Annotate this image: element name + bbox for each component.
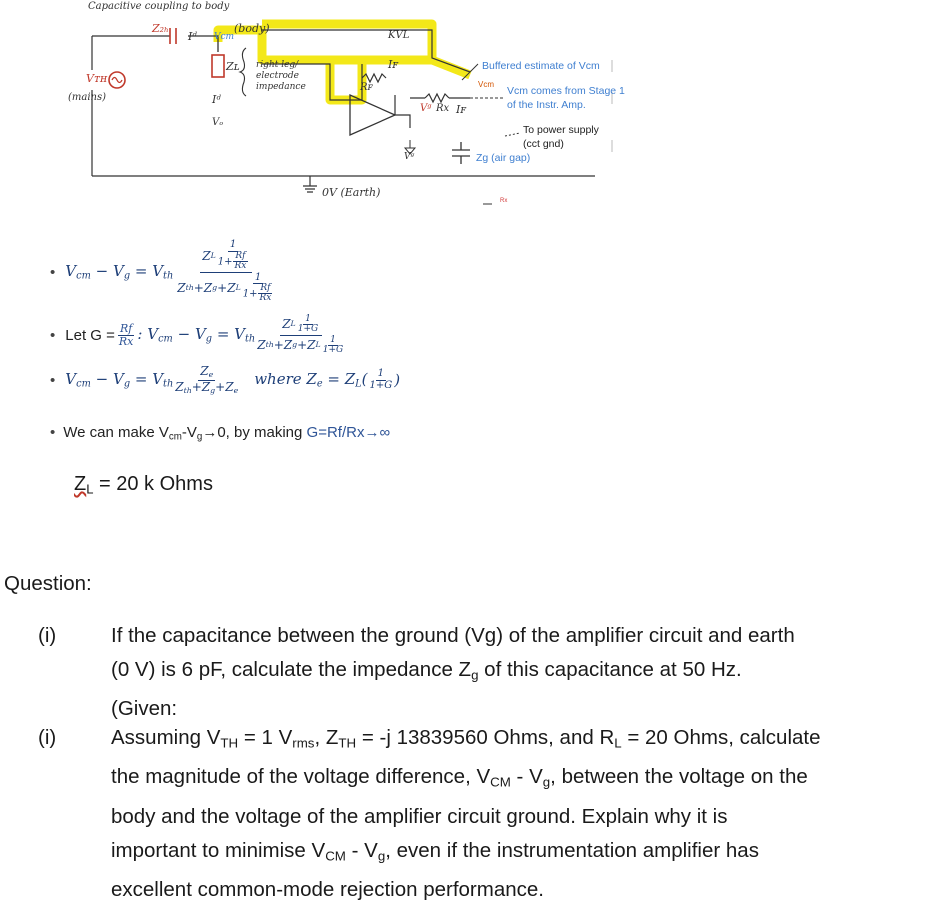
question-heading: Question: bbox=[4, 572, 92, 595]
q2-l4-cm: CM bbox=[325, 847, 346, 863]
eq3-den-g: g bbox=[210, 385, 216, 395]
eq1-one: 1 bbox=[229, 239, 237, 251]
q2-l1-l: L bbox=[614, 735, 622, 751]
label-rx: Rx bbox=[436, 103, 450, 114]
eq3-where: where Z bbox=[254, 370, 317, 389]
question-2-line1 bbox=[111, 721, 931, 760]
eq3-minus: − bbox=[95, 370, 109, 389]
label-vth: Vᴛʜ bbox=[86, 72, 108, 85]
label-mains: (mains) bbox=[68, 92, 107, 103]
eq3-where-l: L bbox=[355, 378, 362, 390]
question-2-line5: excellent common-mode rejection performance. bbox=[111, 877, 544, 901]
eq1-den-rx: Rx bbox=[259, 293, 272, 304]
label-id-mid: Iᵈ bbox=[212, 93, 221, 106]
bullet-statement bbox=[50, 424, 390, 442]
zg-capacitor bbox=[452, 142, 470, 164]
eq3-fraction bbox=[173, 365, 240, 394]
eq2-num-one: 1 bbox=[305, 313, 311, 324]
q2-l1e: = 20 Ohms, calculate bbox=[621, 726, 821, 749]
question-2-number: (i) bbox=[38, 726, 57, 749]
circuit-sketch bbox=[0, 0, 938, 215]
eq1-num-z: Z bbox=[202, 248, 211, 263]
zl-resistor bbox=[212, 55, 224, 77]
bullet-eq1 bbox=[50, 238, 277, 306]
q2-l1a: Assuming V bbox=[111, 726, 221, 749]
eq3-w-one: 1 bbox=[377, 368, 385, 379]
eq3-close: ) bbox=[394, 371, 401, 389]
eq3-num-e: e bbox=[208, 370, 214, 380]
eq1-rx: Rx bbox=[234, 261, 247, 272]
zl-value-rest: = 20 k Ohms bbox=[93, 473, 213, 495]
eq1-rf: Rf bbox=[235, 250, 246, 261]
statement-tail: G=Rf/Rx→∞ bbox=[306, 424, 391, 441]
eq1-den-one: 1 bbox=[254, 271, 262, 283]
bullet-dot: • bbox=[50, 326, 56, 344]
question-1-line1: If the capacitance between the ground (Vg) of the amplifier circuit and earth bbox=[111, 624, 795, 647]
eq2-let: Let G = bbox=[65, 326, 115, 344]
eq3-w-den: 1+G bbox=[369, 379, 393, 391]
eq2-eq: = bbox=[216, 325, 230, 344]
statement-arrow: →0, by making bbox=[202, 424, 307, 441]
eq2-den-g: g bbox=[292, 340, 298, 350]
eq1-den-z: Z bbox=[177, 280, 186, 295]
eq2-fraction bbox=[255, 315, 347, 356]
dashed-line-power bbox=[505, 133, 520, 136]
eq2-num-l: L bbox=[290, 319, 296, 329]
question-2-line4 bbox=[111, 834, 931, 873]
q2-l4-g: g bbox=[377, 847, 386, 863]
question-1-number: (i) bbox=[38, 624, 57, 647]
q2-l1-rms: rms bbox=[292, 735, 315, 751]
label-earth: 0V (Earth) bbox=[322, 186, 381, 199]
label-capacitive: Capacitive coupling to body bbox=[88, 1, 230, 12]
eq3-where-e: e bbox=[316, 378, 323, 390]
label-body: (body) bbox=[234, 22, 270, 35]
statement-pre: We can make V bbox=[63, 424, 169, 441]
q2-l1-zth: TH bbox=[338, 735, 357, 751]
question-1-line3: (Given: bbox=[111, 697, 178, 721]
q1-l2-sub: g bbox=[471, 667, 479, 683]
eq3-den-z: Z bbox=[175, 379, 184, 394]
eq1-den-l: L bbox=[235, 283, 241, 293]
eq1-den-th: th bbox=[185, 283, 194, 293]
eq2-th: th bbox=[245, 333, 256, 345]
eq1-den-plus1: +Z bbox=[193, 280, 213, 295]
eq2-g: g bbox=[205, 333, 213, 345]
label-ikvl: KVL bbox=[388, 30, 410, 41]
eq1-den-one-plus: 1+ bbox=[242, 288, 258, 300]
statement-dash: -V bbox=[181, 424, 197, 441]
question-2-line3: body and the voltage of the amplifier circuit ground. Explain why it is bbox=[111, 804, 728, 828]
eq3-den-last: +Z bbox=[215, 379, 234, 394]
eq1-vg: V bbox=[112, 262, 124, 281]
bullet-eq2 bbox=[50, 312, 347, 358]
eq2-den-1g: 1+G bbox=[322, 344, 344, 355]
eq2-den-z: Z bbox=[257, 338, 266, 353]
zl-value-z: Z bbox=[74, 473, 87, 495]
eq3-open: ( bbox=[361, 370, 368, 389]
label-right-leg: right leg/ electrode impedance bbox=[256, 60, 306, 92]
eq2-num-z: Z bbox=[282, 317, 291, 332]
zl-value-sub: L bbox=[86, 481, 94, 497]
capacitor-zth bbox=[170, 28, 176, 44]
annotation-vcm-source: Vcm comes from Stage 1 of the Instr. Amp. bbox=[507, 85, 625, 111]
question-1-line2 bbox=[111, 653, 931, 692]
q2-l2-g: g bbox=[542, 774, 551, 790]
earth-symbol bbox=[303, 176, 317, 192]
question-2-text bbox=[111, 721, 931, 907]
eq1-num-l: L bbox=[210, 250, 216, 260]
q2-l4b: - V bbox=[345, 838, 378, 862]
q2-l1d: = -j 13839560 Ohms, and R bbox=[356, 726, 615, 749]
eq2-den-mid: +Z bbox=[273, 338, 293, 353]
q2-l4c: , even if the instrumentation amplifier has bbox=[385, 838, 759, 862]
eq2-minus: − bbox=[177, 325, 191, 344]
eq1-vg-sub: g bbox=[123, 270, 131, 282]
zl-value bbox=[74, 473, 213, 496]
label-if-mid: Iꜰ bbox=[456, 103, 467, 116]
annotation-vcm-arrow: Vcm bbox=[478, 80, 494, 89]
eq2-vth: V bbox=[234, 325, 246, 344]
bullet-dot: • bbox=[50, 424, 56, 441]
eq1-den-plus2: +Z bbox=[217, 280, 236, 295]
question-1-text bbox=[111, 619, 931, 726]
q2-l1b: = 1 V bbox=[238, 726, 293, 749]
q2-l4a: important to minimise V bbox=[111, 838, 326, 862]
label-id-top: Iᵈ bbox=[188, 30, 197, 43]
eq2-g-den: Rx bbox=[118, 334, 134, 348]
eq1-minus: − bbox=[95, 262, 109, 281]
statement-cm: cm bbox=[168, 431, 182, 443]
q1-l2b: of this capacitance at 50 Hz. bbox=[478, 658, 742, 681]
label-zth: Z₂ₕ bbox=[152, 22, 169, 35]
q2-l2b: - V bbox=[510, 765, 543, 789]
eq3-th: th bbox=[163, 378, 174, 390]
eq3-vcm: V bbox=[65, 370, 77, 389]
eq2-den-one: 1 bbox=[330, 334, 336, 345]
eq1-vth-sub: th bbox=[163, 270, 174, 282]
eq2-num-1g: 1+G bbox=[297, 324, 319, 335]
eq3-vth: V bbox=[152, 370, 164, 389]
bullet-dot: • bbox=[50, 263, 56, 281]
annotation-power-supply: To power supply (cct gnd) bbox=[523, 124, 599, 150]
q2-l2c: , between the voltage on the bbox=[550, 765, 808, 789]
label-if-top: Iꜰ bbox=[388, 58, 399, 71]
eq1-den-g: g bbox=[212, 283, 218, 293]
label-rf: Rꜰ bbox=[360, 82, 373, 93]
eq1-den-rf: Rf bbox=[260, 283, 271, 293]
eq3-den-th: th bbox=[183, 385, 192, 395]
eq2-vcm: V bbox=[147, 325, 159, 344]
q2-l2a: the magnitude of the voltage difference, V bbox=[111, 765, 491, 789]
eq2-den-last: +Z bbox=[297, 338, 316, 353]
annotation-buffered: Buffered estimate of Vcm bbox=[482, 60, 600, 72]
q2-l1-th: TH bbox=[220, 735, 239, 751]
eq1-vcm-sub: cm bbox=[76, 270, 91, 282]
label-vo: Vₒ bbox=[212, 117, 224, 128]
q2-l1c: , Z bbox=[314, 726, 339, 749]
eq2-vg: V bbox=[194, 325, 206, 344]
eq1-vcm: V bbox=[65, 262, 77, 281]
eq1-den-inner bbox=[241, 273, 276, 304]
question-2-line2 bbox=[111, 760, 931, 799]
bullet-dot: • bbox=[50, 371, 56, 389]
label-vcm-top: Vcm bbox=[214, 32, 235, 42]
wire-top bbox=[92, 36, 218, 52]
eq3-vg: V bbox=[112, 370, 124, 389]
eq2-cm: cm bbox=[158, 333, 173, 345]
eq3-den-e: e bbox=[233, 385, 239, 395]
q2-l2-cm: CM bbox=[490, 774, 511, 790]
right-leg-brace bbox=[240, 48, 246, 96]
eq2-g-num: Rf bbox=[119, 321, 133, 335]
eq2-colon: : bbox=[137, 325, 143, 344]
eq1-fraction bbox=[175, 240, 277, 304]
eq3-eq: = bbox=[134, 370, 148, 389]
q1-l2a: (0 V) is 6 pF, calculate the impedance Z bbox=[111, 658, 472, 681]
eq3-den-mid: +Z bbox=[191, 379, 211, 394]
eq2-den-l: L bbox=[315, 340, 321, 350]
annotation-rx-small: Rx bbox=[500, 198, 508, 204]
eq2-g-frac bbox=[117, 323, 136, 347]
circuit-drawing bbox=[0, 0, 938, 215]
bullet-eq3 bbox=[50, 360, 400, 400]
label-vg: Vᵍ bbox=[420, 103, 432, 114]
eq1-vth: V bbox=[152, 262, 164, 281]
eq1-num-inner bbox=[216, 240, 251, 271]
eq3-where-frac bbox=[367, 369, 394, 391]
eq1-eq: = bbox=[134, 262, 148, 281]
eq3-num-z: Z bbox=[200, 364, 209, 379]
statement-g: g bbox=[196, 431, 203, 443]
label-vg-bottom: Vᵍ bbox=[404, 152, 415, 162]
eq2-den-th: th bbox=[265, 340, 274, 350]
annotation-zg: Zg (air gap) bbox=[476, 152, 531, 164]
eq3-cm: cm bbox=[76, 378, 91, 390]
label-zl: Zʟ bbox=[226, 60, 240, 73]
rx-resistor bbox=[425, 94, 449, 102]
eq3-g: g bbox=[123, 378, 131, 390]
eq3-where-eq: = Z bbox=[327, 370, 356, 389]
eq1-one-plus: 1+ bbox=[217, 256, 233, 268]
